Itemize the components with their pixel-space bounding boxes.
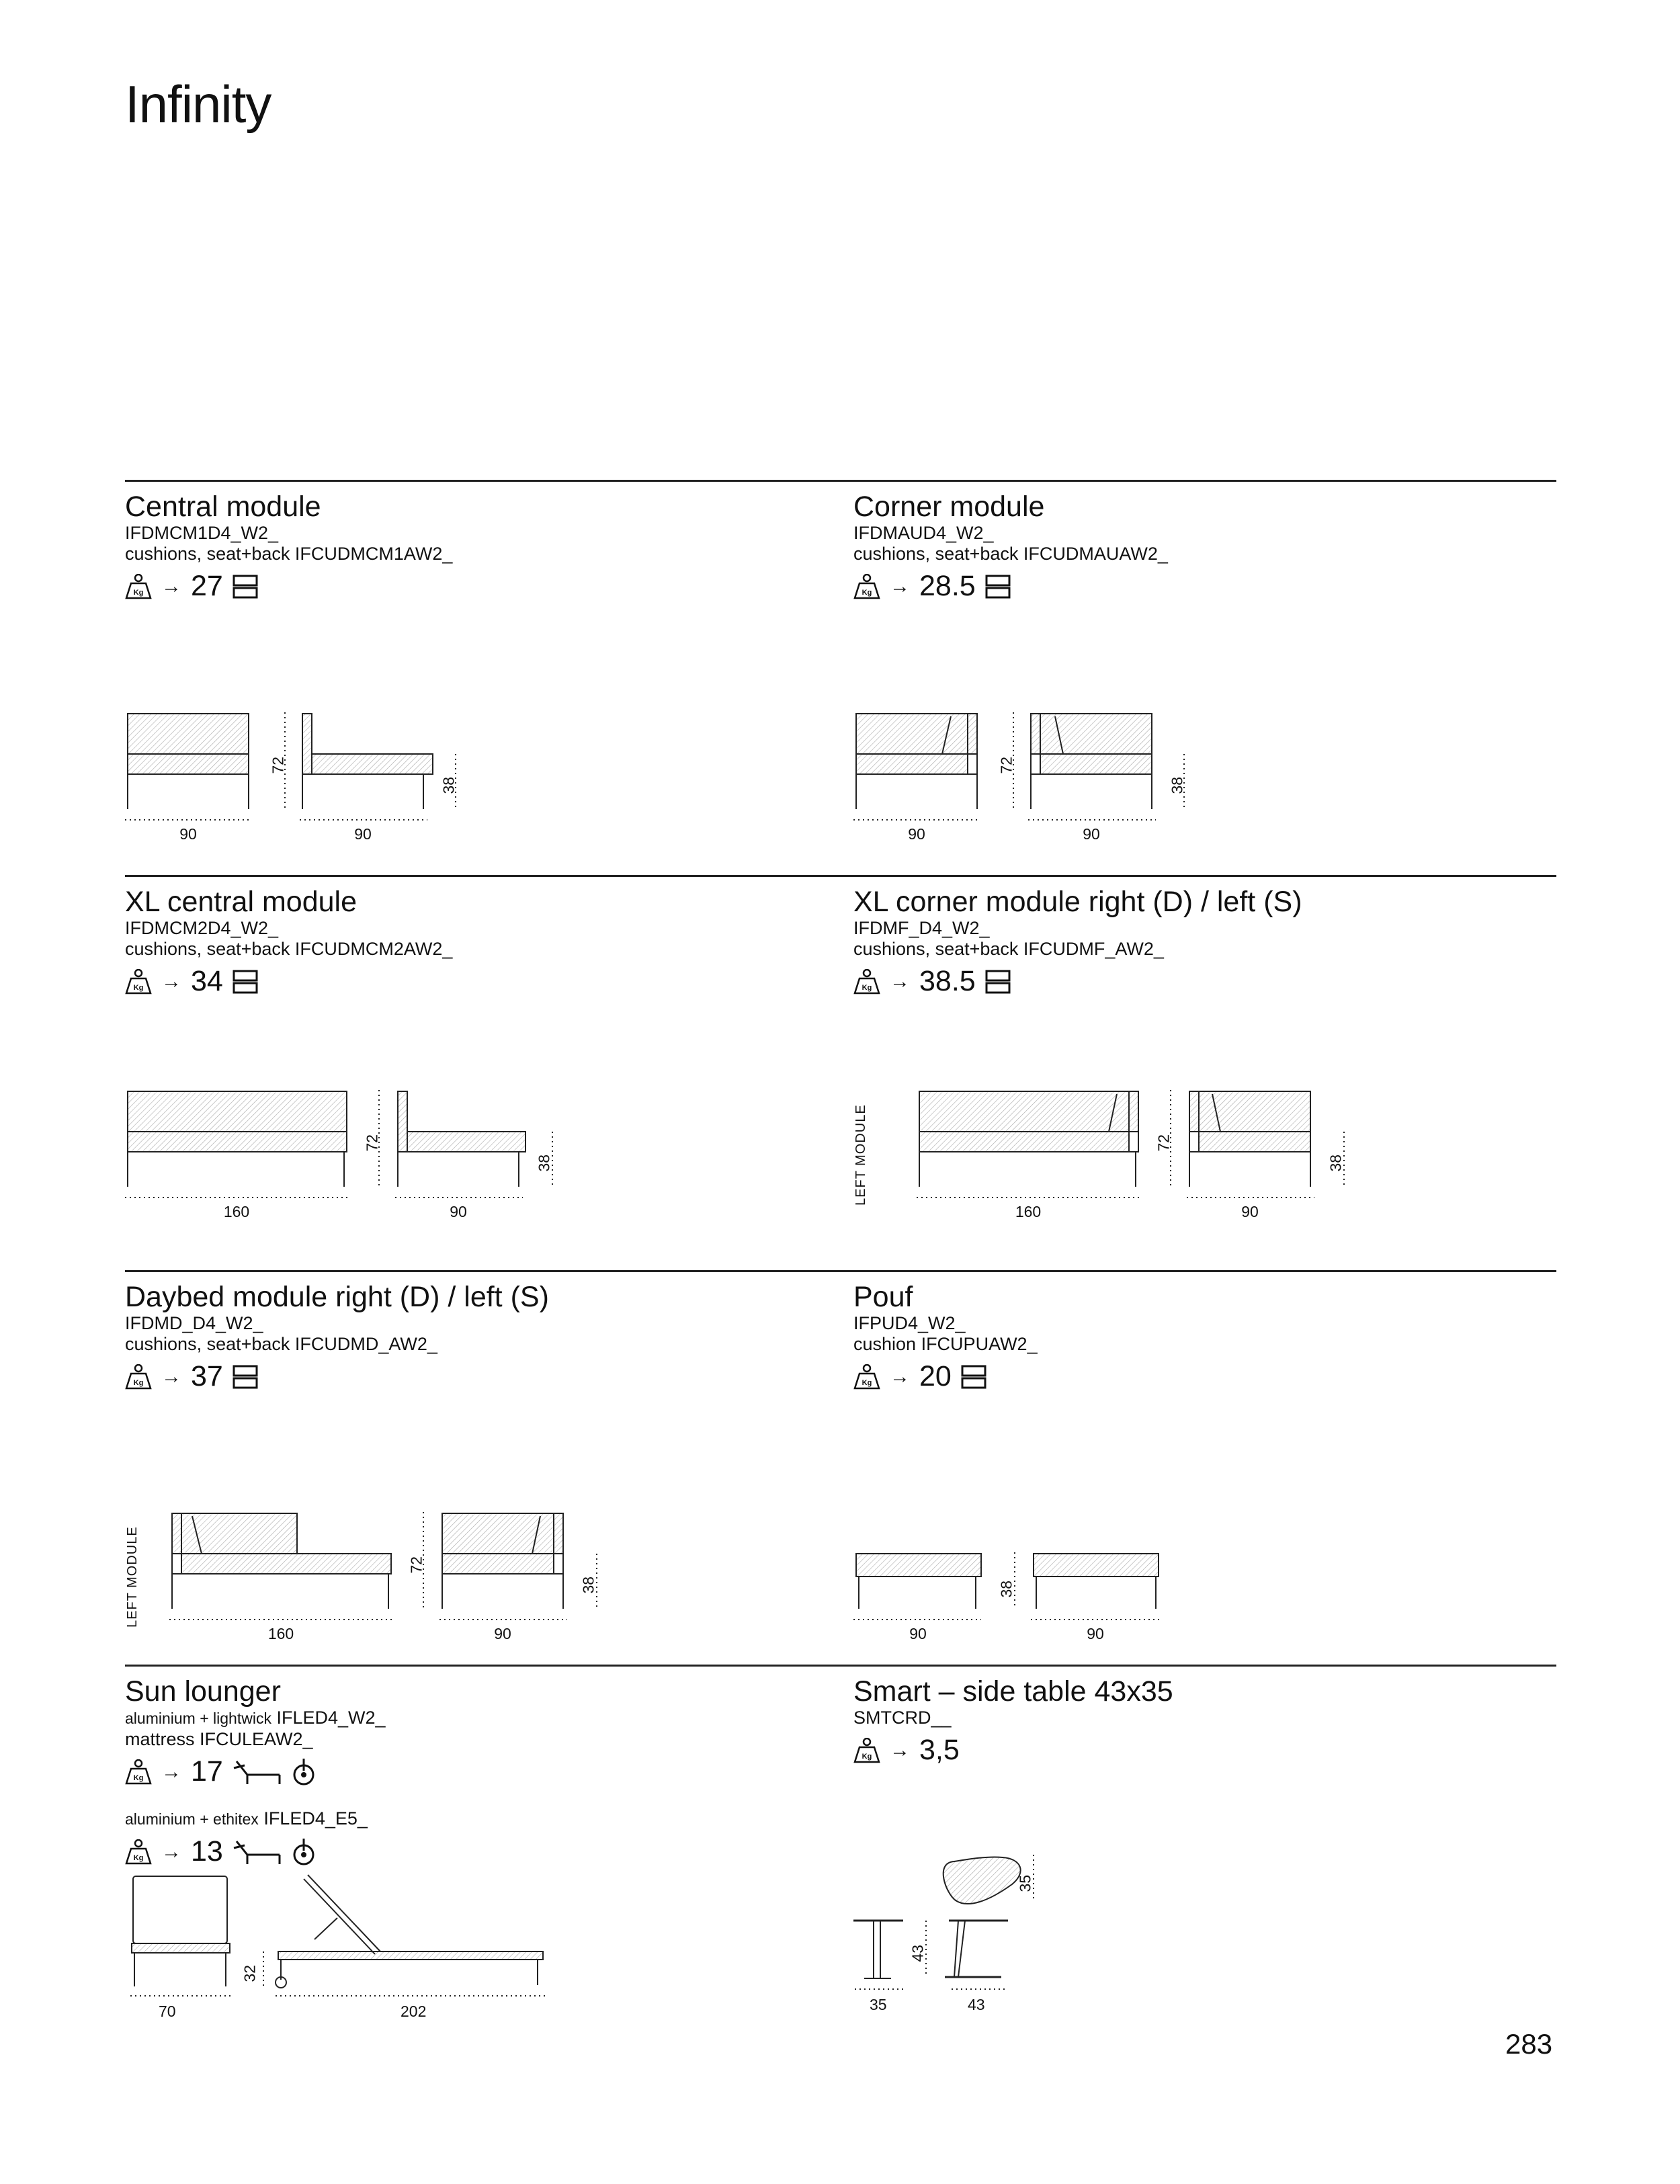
arrow-icon: → (161, 575, 181, 597)
item-material: aluminium + ethitex (125, 1810, 259, 1828)
weight-kg-icon (853, 1364, 880, 1390)
dim-width: 35 (870, 1996, 887, 2013)
weight-kg-icon (853, 574, 880, 599)
daybed-module-drawing (169, 1505, 613, 1626)
item-cushions: cushions, seat+back IFCUDMAUAW2_ (853, 544, 1168, 564)
item-corner-module (853, 491, 1168, 603)
item-name: XL central module (125, 886, 357, 918)
dim-width: 160 (267, 1625, 294, 1642)
item-code: IFDMF_D4_W2_ (853, 918, 990, 938)
weight-kg-icon (125, 1364, 152, 1390)
dim-height: 72 (1154, 1134, 1173, 1152)
recline-icon (233, 1759, 281, 1786)
dim-seat-height: 38 (997, 1580, 1015, 1598)
package-icon (233, 970, 258, 994)
dim-seat-height: 38 (1327, 1154, 1345, 1172)
side-label: LEFT MODULE (125, 1526, 140, 1628)
pouf-drawing (853, 1546, 1189, 1626)
wheel-icon (290, 1757, 317, 1787)
weight-value: 28.5 (919, 570, 976, 602)
divider (125, 480, 1556, 482)
item-cushions: cushions, seat+back IFCUDMCM2AW2_ (125, 939, 453, 959)
item-material: aluminium + lightwick (125, 1710, 271, 1727)
item-central-module (125, 491, 452, 603)
item-name: Daybed module right (D) / left (S) (125, 1281, 549, 1313)
weight-value: 3,5 (919, 1734, 960, 1766)
weight-value: 37 (191, 1360, 223, 1392)
package-icon (961, 1365, 986, 1389)
dim-seat-height: 38 (439, 776, 458, 794)
item-xl-central-module (125, 886, 452, 998)
item-code: IFDMAUD4_W2_ (853, 523, 994, 543)
weight-kg-icon (853, 1738, 880, 1763)
item-pouf (853, 1281, 1038, 1393)
dim-height: 43 (909, 1944, 927, 1962)
item-daybed-module (125, 1281, 549, 1393)
item-sun-lounger (125, 1675, 386, 1868)
dim-height: 72 (997, 756, 1015, 774)
package-icon (985, 575, 1011, 599)
central-module-drawing (125, 706, 474, 827)
item-code: IFLED4_E5_ (263, 1808, 368, 1829)
wheel-icon (290, 1837, 317, 1867)
xl-central-module-drawing (125, 1083, 569, 1204)
side-label: LEFT MODULE (853, 1104, 868, 1206)
weight-kg-icon (125, 1759, 152, 1785)
item-mattress: mattress IFCULEAW2_ (125, 1729, 313, 1749)
corner-module-drawing (853, 706, 1203, 827)
dim-seat-height: 38 (535, 1154, 553, 1172)
item-name: Smart – side table 43x35 (853, 1675, 1173, 1708)
dim-height: 72 (407, 1556, 425, 1574)
package-icon (985, 970, 1011, 994)
arrow-icon: → (161, 1840, 181, 1863)
dim-height: 72 (269, 756, 287, 774)
item-code: IFPUD4_W2_ (853, 1313, 966, 1333)
arrow-icon: → (890, 1738, 910, 1761)
arrow-icon: → (890, 575, 910, 597)
item-cushions: cushion IFCUPUAW2_ (853, 1334, 1038, 1354)
xl-corner-module-drawing (917, 1083, 1360, 1204)
package-icon (233, 575, 258, 599)
dim-seat-height: 38 (1168, 776, 1186, 794)
dim-length: 202 (401, 2003, 427, 2020)
package-icon (233, 1365, 258, 1389)
divider (125, 1665, 1556, 1667)
weight-value: 38.5 (919, 965, 976, 997)
item-code: IFDMD_D4_W2_ (125, 1313, 263, 1333)
item-xl-corner-module (853, 886, 1302, 998)
item-name: Sun lounger (125, 1675, 281, 1708)
item-name: XL corner module right (D) / left (S) (853, 886, 1302, 918)
item-code: SMTCRD__ (853, 1708, 952, 1728)
item-code: IFDMCM2D4_W2_ (125, 918, 279, 938)
page-number: 283 (1505, 2028, 1553, 2060)
item-smart-side-table (853, 1675, 1173, 1767)
weight-value: 20 (919, 1360, 952, 1392)
dim-depth: 90 (1241, 1203, 1259, 1220)
dim-width: 90 (909, 1625, 927, 1642)
recline-icon (233, 1839, 281, 1865)
weight-value: 27 (191, 570, 223, 602)
dim-width: 160 (223, 1203, 250, 1220)
dim-depth: 43 (968, 1996, 985, 2013)
dim-width: 90 (908, 825, 925, 843)
dim-width: 70 (159, 2003, 176, 2020)
weight-value: 13 (191, 1835, 223, 1867)
arrow-icon: → (890, 970, 910, 993)
dim-width: 160 (1015, 1203, 1042, 1220)
dim-depth: 90 (354, 825, 372, 843)
dim-depth: 90 (1087, 1625, 1104, 1642)
arrow-icon: → (161, 970, 181, 993)
divider (125, 875, 1556, 877)
dim-depth: 90 (1083, 825, 1100, 843)
divider (125, 1270, 1556, 1272)
item-name: Pouf (853, 1281, 913, 1313)
item-cushions: cushions, seat+back IFCUDMF_AW2_ (853, 939, 1164, 959)
dim-top-height: 35 (1016, 1874, 1034, 1892)
sun-lounger-drawing (125, 1868, 569, 2003)
dim-depth: 90 (450, 1203, 467, 1220)
dim-seat-height: 38 (579, 1576, 597, 1594)
dim-width: 90 (179, 825, 197, 843)
weight-kg-icon (125, 1839, 152, 1865)
dim-height: 32 (241, 1964, 259, 1982)
weight-value: 34 (191, 965, 223, 997)
weight-kg-icon (125, 574, 152, 599)
weight-kg-icon (853, 969, 880, 995)
arrow-icon: → (161, 1760, 181, 1783)
arrow-icon: → (161, 1365, 181, 1388)
weight-value: 17 (191, 1755, 223, 1788)
item-code: IFLED4_W2_ (276, 1708, 386, 1728)
item-code: IFDMCM1D4_W2_ (125, 523, 279, 543)
arrow-icon: → (890, 1365, 910, 1388)
item-cushions: cushions, seat+back IFCUDMD_AW2_ (125, 1334, 437, 1354)
item-name: Central module (125, 491, 321, 523)
dim-depth: 90 (494, 1625, 511, 1642)
page-title: Infinity (125, 75, 271, 134)
item-cushions: cushions, seat+back IFCUDMCM1AW2_ (125, 544, 453, 564)
item-name: Corner module (853, 491, 1045, 523)
weight-kg-icon (125, 969, 152, 995)
dim-height: 72 (363, 1134, 381, 1152)
